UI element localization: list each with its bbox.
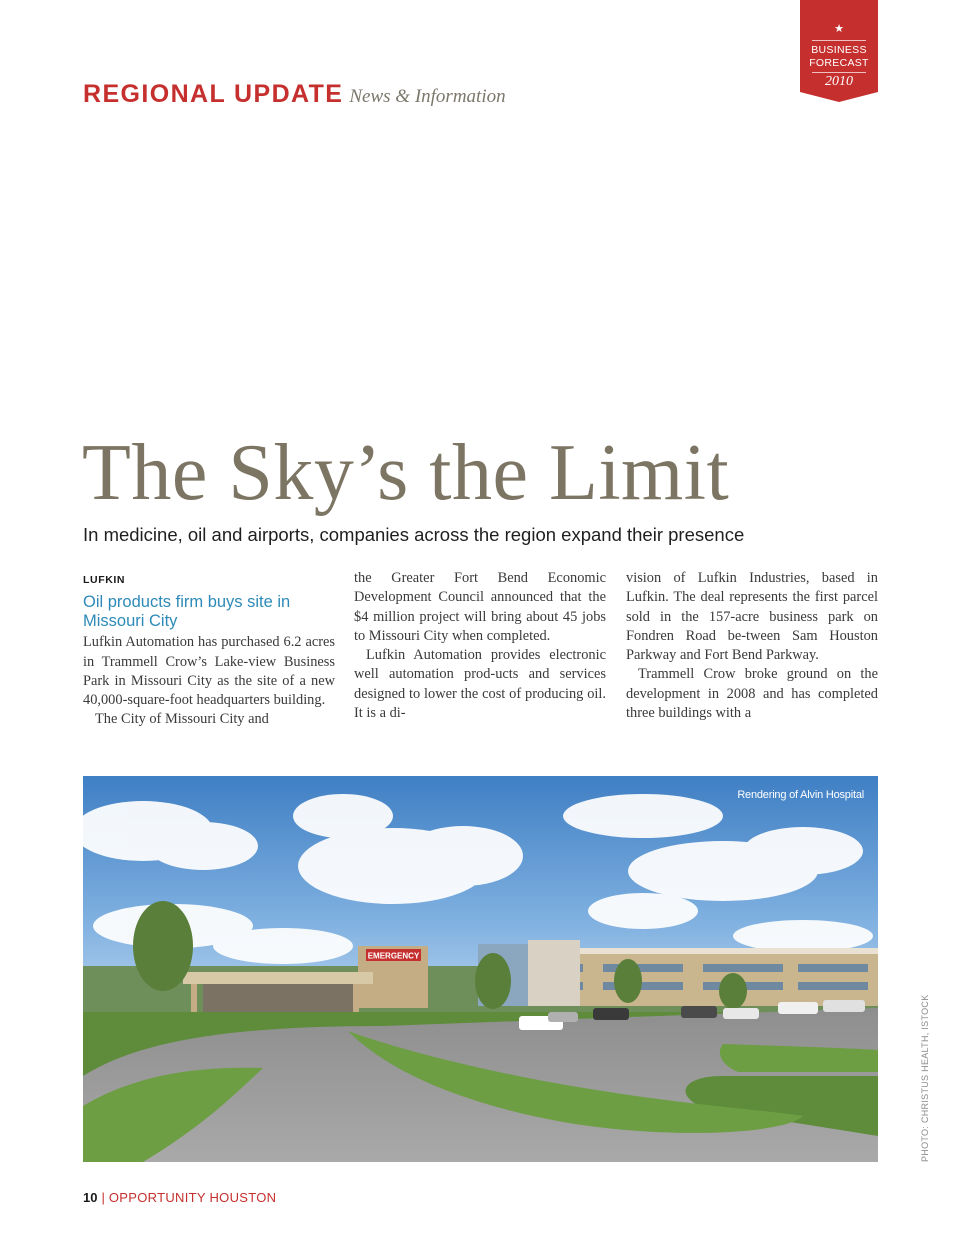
subhead: Oil products firm buys site in Missouri City: [83, 593, 291, 631]
publication-name: OPPORTUNITY HOUSTON: [108, 1190, 277, 1205]
deck: In medicine, oil and airports, companies across the region expand their presence: [83, 524, 745, 545]
business-forecast-badge: [800, 0, 878, 102]
paragraph: Lufkin Automation provides electronic well automation prod-ucts and services designed to lower the cost of producing oil. It is a di-: [354, 647, 606, 722]
headline: The Sky’s the Limit: [82, 429, 730, 517]
paragraph: Lufkin Automation has purchased 6.2 acres in Trammell Crow’s Lake-view Business Park in Missouri City as the site of a new 40,000-square-foot headquarters building.: [83, 634, 335, 709]
star-icon: ★: [834, 23, 844, 35]
paragraph: The City of Missouri City and: [95, 711, 269, 728]
badge-rule-bottom: [812, 72, 866, 73]
article-column-2: [354, 569, 606, 723]
emergency-sign: EMERGENCY: [367, 951, 420, 961]
paragraph: vision of Lufkin Industries, based in Lufkin. The deal represents the first parcel sold in the 157-acre business park on Fondren Road be-tween Sam Houston Parkway and Fort Bend Parkway.: [626, 570, 878, 664]
badge-line-1: BUSINESS: [811, 44, 867, 56]
section-header: [83, 80, 506, 109]
section-title: REGIONAL UPDATE: [83, 80, 344, 108]
hospital-rendering-illustration: [83, 776, 878, 1162]
badge-line-2: FORECAST: [809, 57, 869, 69]
article-column-1: [83, 569, 335, 730]
badge-year: 2010: [825, 74, 853, 89]
photo-caption: Rendering of Alvin Hospital: [737, 789, 864, 801]
page-number: 10: [83, 1190, 98, 1205]
paragraph: Trammell Crow broke ground on the development in 2008 and has completed three buildings with a: [626, 666, 878, 722]
footer-separator: |: [101, 1190, 105, 1205]
section-subtitle: News & Information: [349, 86, 506, 107]
hospital-rendering-photo: [83, 776, 878, 1162]
photo-credit: PHOTO: CHRISTUS HEALTH, ISTOCK: [920, 994, 930, 1162]
article-column-3: [626, 569, 878, 723]
badge-rule-top: [812, 40, 866, 41]
kicker: LUFKIN: [83, 574, 126, 586]
page-footer: [83, 1190, 276, 1205]
paragraph: the Greater Fort Bend Economic Development Council announced that the $4 million project will bring about 45 jobs to Missouri City when completed.: [354, 570, 606, 644]
